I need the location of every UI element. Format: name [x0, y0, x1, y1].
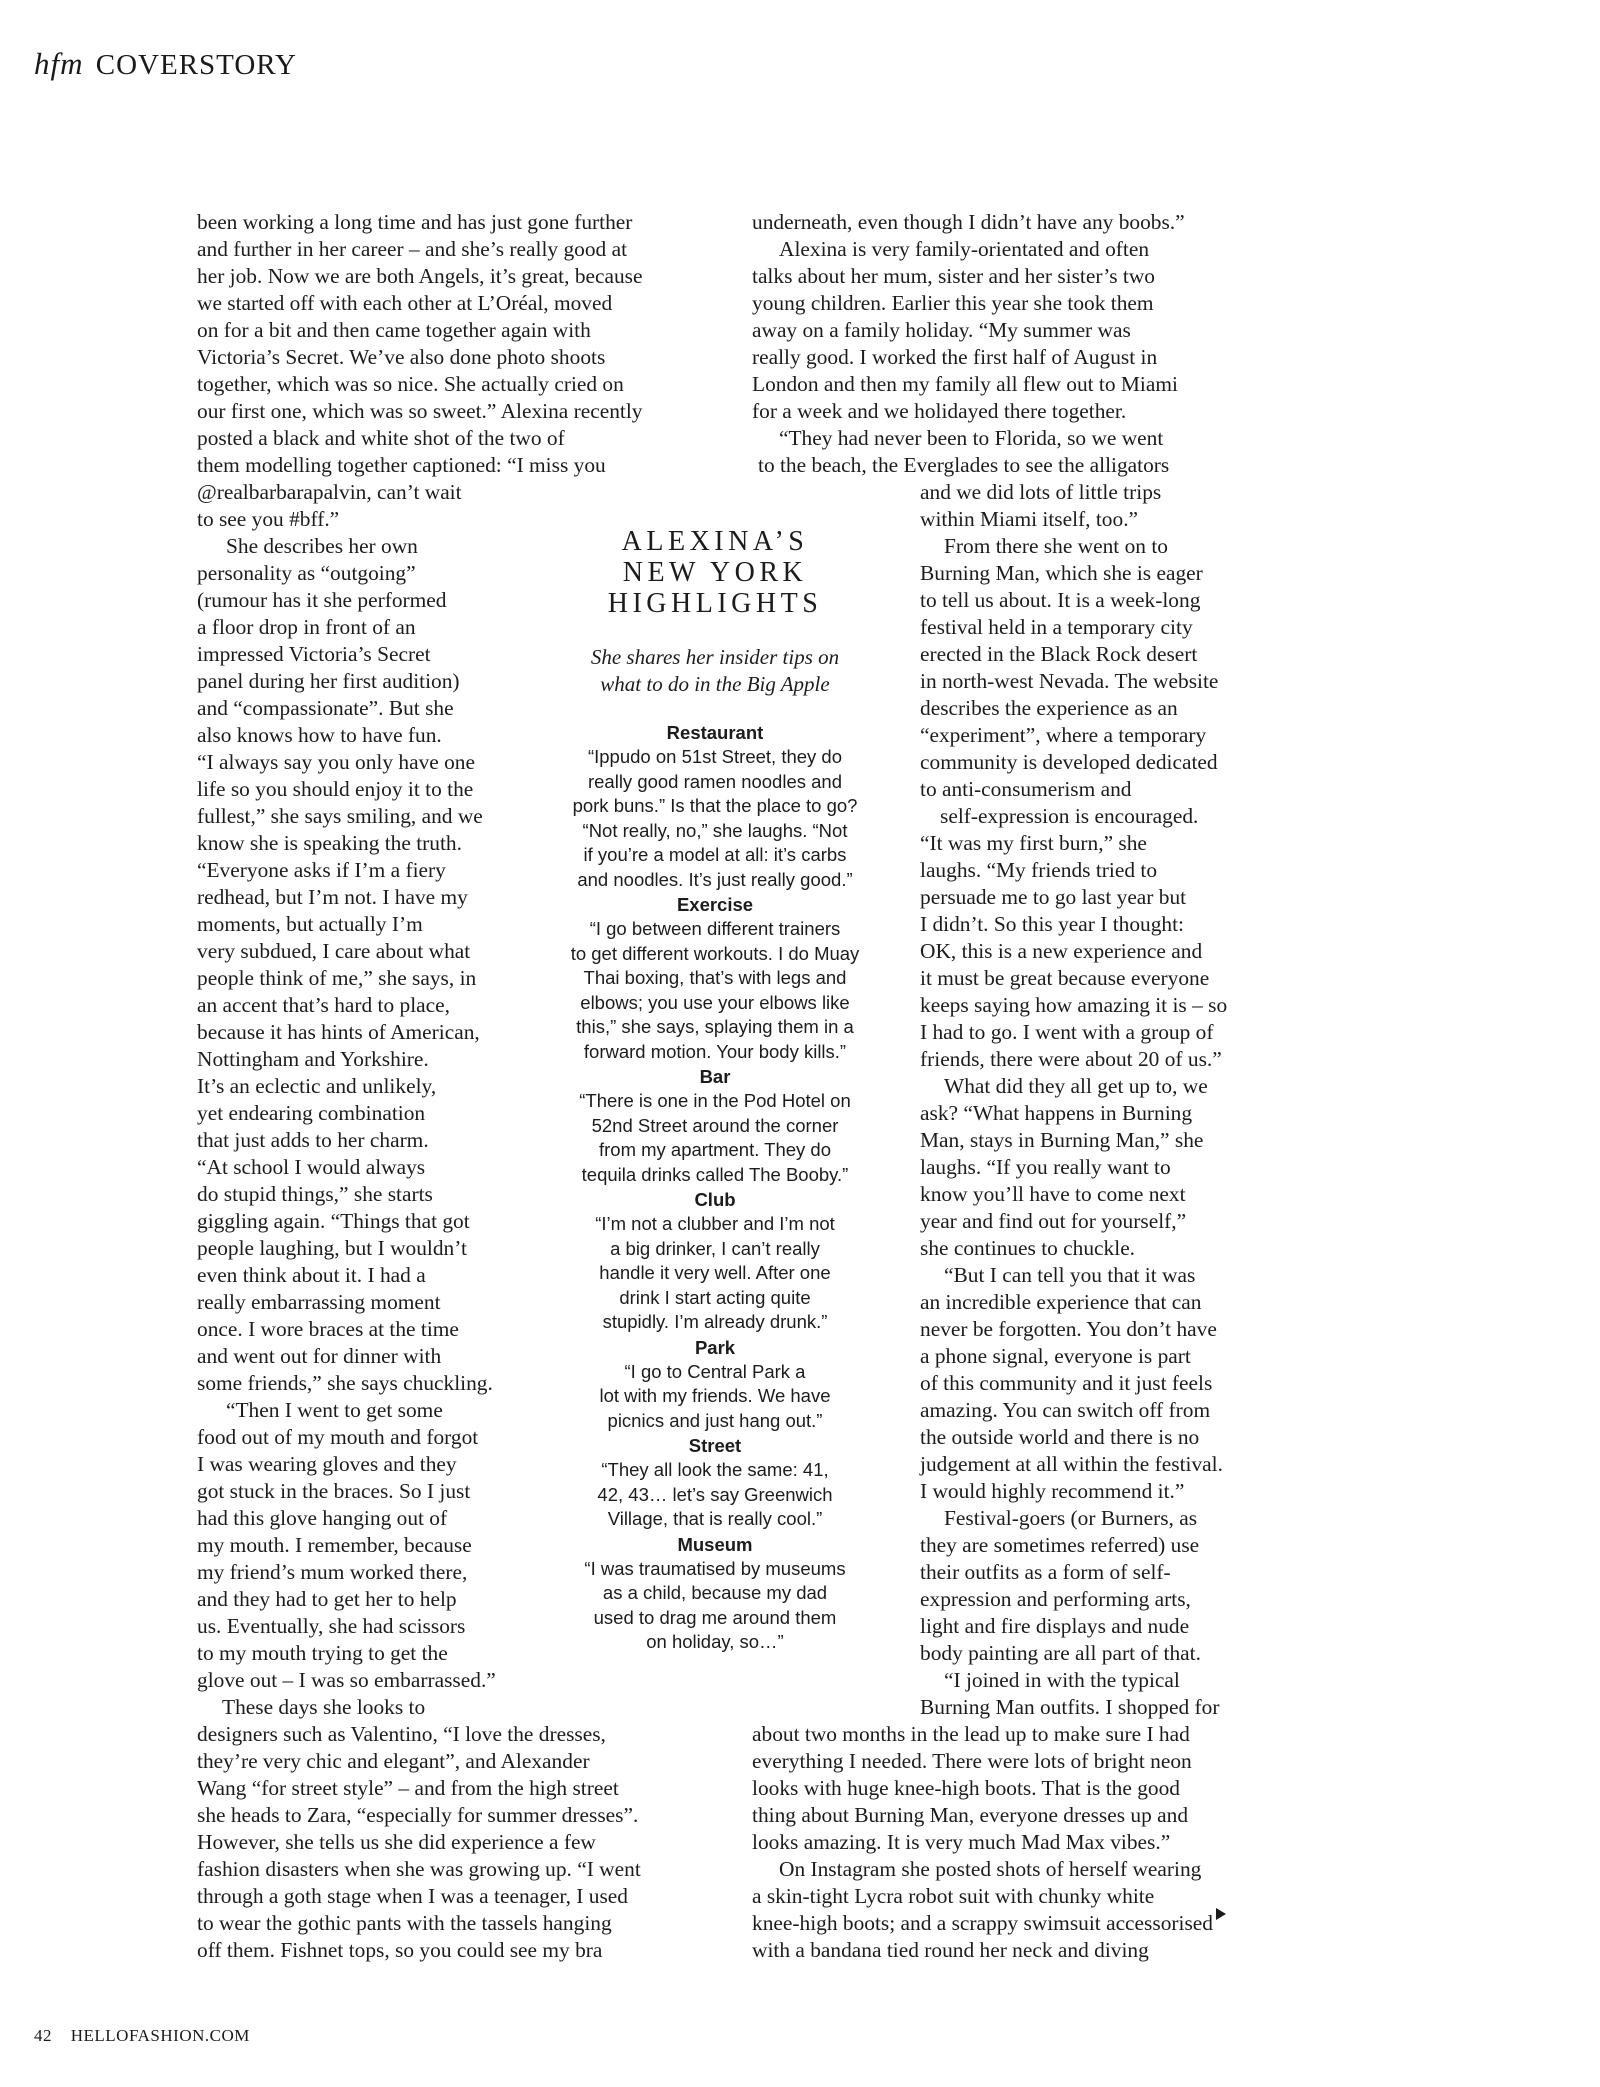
article-line: to see you #bff.”	[197, 507, 340, 531]
sidebar-subtitle	[545, 644, 885, 698]
article-line: Burning Man outfits. I shopped for	[920, 1695, 1220, 1719]
article-line: it must be great because everyone	[920, 966, 1210, 990]
article-line: through a goth stage when I was a teenager, I used	[197, 1884, 628, 1908]
article-line: Alexina is very family-orientated and often	[779, 237, 1150, 261]
article-line: to my mouth trying to get the	[197, 1641, 448, 1665]
article-line: @realbarbarapalvin, can’t wait	[197, 480, 462, 504]
sidebar-tips	[545, 720, 885, 1655]
article-line: fullest,” she says smiling, and we	[197, 804, 483, 828]
article-line: very subdued, I care about what	[197, 939, 471, 963]
article-line: about two months in the lead up to make sure I had	[752, 1722, 1190, 1746]
article-line: an accent that’s hard to place,	[197, 993, 451, 1017]
article-line: us. Eventually, she had scissors	[197, 1614, 466, 1638]
article-line: food out of my mouth and forgot	[197, 1425, 479, 1449]
article-line: moments, but actually I’m	[197, 912, 423, 936]
sidebar-title-line: HIGHLIGHTS	[607, 588, 823, 619]
article-line: yet endearing combination	[197, 1101, 426, 1125]
article-line: because it has hints of American,	[197, 1020, 480, 1044]
article-line: impressed Victoria’s Secret	[197, 642, 431, 666]
article-line: off them. Fishnet tops, so you could see my bra	[197, 1938, 603, 1962]
tip-text-line: “I go to Central Park a	[624, 1360, 806, 1382]
tip-text-line: as a child, because my dad	[602, 1582, 828, 1603]
article-line: expression and performing arts,	[920, 1587, 1191, 1611]
article-line: the outside world and there is no	[920, 1425, 1200, 1449]
article-line: From there she went on to	[944, 534, 1168, 558]
article-line: persuade me to go last year but	[920, 885, 1187, 909]
article-line: body painting are all part of that.	[920, 1641, 1201, 1665]
article-line: been working a long time and has just gone further	[197, 210, 633, 234]
article-line: together, which was so nice. She actually cried on	[197, 372, 624, 396]
article-line: “But I can tell you that it was	[944, 1263, 1196, 1287]
article-line: to anti-consumerism and	[920, 777, 1132, 801]
article-line: for a week and we holidayed there together.	[752, 399, 1127, 423]
article-line: Victoria’s Secret. We’ve also done photo shoots	[197, 345, 606, 369]
article-line: they are sometimes referred) use	[920, 1533, 1200, 1557]
tip-text-line: “Ippudo on 51st Street, they do	[587, 746, 843, 767]
article-line: knee-high boots; and a scrappy swimsuit accessorised	[752, 1911, 1213, 1935]
magazine-brand: hfm	[34, 46, 84, 81]
article-line: really good. I worked the first half of August in	[752, 345, 1158, 369]
article-line: She describes her own	[226, 534, 418, 558]
tip-text-line: stupidly. I’m already drunk.”	[602, 1311, 828, 1332]
tip-text-line: 42, 43… let’s say Greenwich	[597, 1483, 833, 1505]
article-line: thing about Burning Man, everyone dresses up and	[752, 1803, 1189, 1827]
tip-text-line: Thai boxing, that’s with legs and	[583, 967, 847, 988]
article-line: laughs. “My friends tried to	[920, 858, 1158, 882]
article-line: I had to go. I went with a group of	[920, 1020, 1214, 1044]
sidebar-title-line: ALEXINA’S	[621, 526, 809, 557]
sidebar-title	[575, 526, 855, 619]
page-number: 42	[34, 2026, 52, 2045]
article-line: an incredible experience that can	[920, 1290, 1202, 1314]
article-line: Nottingham and Yorkshire.	[197, 1047, 429, 1071]
article-line: them modelling together captioned: “I miss you	[197, 453, 606, 477]
tip-text-line: picnics and just hang out.”	[607, 1409, 823, 1431]
article-line: self-expression is encouraged.	[940, 804, 1199, 828]
article-line: I didn’t. So this year I thought:	[920, 912, 1184, 936]
tip-text-line: to get different workouts. I do Muay	[570, 942, 860, 964]
article-line: It’s an eclectic and unlikely,	[197, 1074, 437, 1098]
article-line: I would highly recommend it.”	[920, 1479, 1185, 1503]
article-line: people laughing, but I wouldn’t	[197, 1236, 467, 1260]
article-line: Festival-goers (or Burners, as	[944, 1506, 1198, 1530]
article-line: with a bandana tied round her neck and diving	[752, 1938, 1149, 1962]
article-line: and further in her career – and she’s really good at	[197, 237, 628, 261]
tip-text-line: handle it very well. After one	[599, 1262, 831, 1283]
article-line: “I always say you only have one	[197, 750, 475, 774]
tip-text-line: 52nd Street around the corner	[591, 1114, 839, 1136]
article-line: a phone signal, everyone is part	[920, 1344, 1191, 1368]
tip-category: Club	[694, 1189, 736, 1210]
article-line: and “compassionate”. But she	[197, 696, 454, 720]
article-line: On Instagram she posted shots of herself wearing	[779, 1857, 1202, 1881]
article-line: their outfits as a form of self-	[920, 1560, 1171, 1584]
tip-text-line: drink I start acting quite	[619, 1286, 811, 1308]
article-line: of this community and it just feels	[920, 1371, 1213, 1395]
article-line: people think of me,” she says, in	[197, 966, 477, 990]
article-line: in north-west Nevada. The website	[920, 669, 1219, 693]
article-line: Man, stays in Burning Man,” she	[920, 1128, 1204, 1152]
article-line: laughs. “If you really want to	[920, 1155, 1171, 1179]
continue-arrow-icon	[1216, 1908, 1226, 1920]
tip-text-line: pork buns.” Is that the place to go?	[572, 795, 858, 816]
article-line: “Everyone asks if I’m a fiery	[197, 858, 446, 882]
tip-text-line: “I was traumatised by museums	[584, 1557, 846, 1579]
article-line: she continues to chuckle.	[920, 1236, 1136, 1260]
article-line: once. I wore braces at the time	[197, 1317, 459, 1341]
tip-text-line: really good ramen noodles and	[587, 770, 843, 792]
tip-category: Restaurant	[666, 722, 764, 743]
tip-text-line: from my apartment. They do	[598, 1139, 832, 1160]
article-line: everything I needed. There were lots of bright neon	[752, 1749, 1192, 1773]
article-line: and went out for dinner with	[197, 1344, 442, 1368]
section-header	[34, 46, 297, 82]
article-line: within Miami itself, too.”	[920, 507, 1139, 531]
article-line: fashion disasters when she was growing up. “I went	[197, 1857, 641, 1881]
tip-text-line: Village, that is really cool.”	[607, 1508, 823, 1529]
sidebar-title-line: NEW YORK	[622, 557, 808, 588]
article-line: had this glove hanging out of	[197, 1506, 448, 1530]
article-line: What did they all get up to, we	[944, 1074, 1208, 1098]
article-line: designers such as Valentino, “I love the dresses,	[197, 1722, 606, 1746]
article-line: Burning Man, which she is eager	[920, 561, 1203, 585]
article-line: London and then my family all flew out to Miami	[752, 372, 1178, 396]
tip-text-line: used to drag me around them	[593, 1606, 837, 1628]
tip-text-line: and noodles. It’s just really good.”	[577, 868, 853, 890]
tip-text-line: “I’m not a clubber and I’m not	[595, 1213, 835, 1234]
tip-text-line: “They all look the same: 41,	[601, 1459, 829, 1480]
article-line: ask? “What happens in Burning	[920, 1101, 1193, 1125]
tip-category: Exercise	[676, 894, 754, 915]
section-name: COVERSTORY	[95, 49, 297, 81]
article-line: festival held in a temporary city	[920, 615, 1193, 639]
tip-category: Street	[688, 1435, 742, 1456]
article-line: my mouth. I remember, because	[197, 1533, 472, 1557]
article-line: describes the experience as an	[920, 696, 1178, 720]
article-line: looks with huge knee-high boots. That is the good	[752, 1776, 1180, 1800]
article-line: panel during her first audition)	[197, 669, 460, 693]
article-line: amazing. You can switch off from	[920, 1398, 1211, 1422]
article-line: light and fire displays and nude	[920, 1614, 1190, 1638]
article-line: These days she looks to	[222, 1695, 426, 1719]
tip-text-line: “Not really, no,” she laughs. “Not	[582, 819, 848, 841]
article-line: to the beach, the Everglades to see the alligators	[758, 453, 1170, 477]
tip-text-line: a big drinker, I can’t really	[610, 1237, 820, 1259]
article-line: redhead, but I’m not. I have my	[197, 885, 468, 909]
article-line: know you’ll have to come next	[920, 1182, 1186, 1206]
article-line: OK, this is a new experience and	[920, 939, 1203, 963]
tip-text-line: this,” she says, splaying them in a	[576, 1016, 854, 1037]
tip-category: Bar	[699, 1066, 731, 1087]
article-line: judgement at all within the festival.	[920, 1452, 1223, 1476]
tip-text-line: lot with my friends. We have	[599, 1385, 831, 1406]
article-line: never be forgotten. You don’t have	[920, 1317, 1217, 1341]
tip-text-line: tequila drinks called The Booby.”	[581, 1163, 849, 1185]
article-line: year and find out for yourself,”	[920, 1209, 1187, 1233]
sidebar-subtitle-line: She shares her insider tips on	[590, 645, 840, 669]
article-line: “It was my first burn,” she	[920, 831, 1147, 855]
article-line: Wang “for street style” – and from the high street	[197, 1776, 619, 1800]
article-line: “Then I went to get some	[226, 1398, 443, 1422]
article-line: also knows how to have fun.	[197, 723, 442, 747]
article-line: to tell us about. It is a week-long	[920, 588, 1201, 612]
article-line: glove out – I was so embarrassed.”	[197, 1668, 496, 1692]
article-line: “I joined in with the typical	[944, 1668, 1180, 1692]
article-line: personality as “outgoing”	[197, 561, 416, 585]
article-line: she heads to Zara, “especially for summer dresses”.	[197, 1803, 639, 1827]
article-line: got stuck in the braces. So I just	[197, 1479, 471, 1503]
article-line: “At school I would always	[197, 1155, 426, 1179]
article-line: life so you should enjoy it to the	[197, 777, 474, 801]
article-line: a floor drop in front of an	[197, 615, 416, 639]
article-line: keeps saying how amazing it is – so	[920, 993, 1228, 1017]
article-line: on for a bit and then came together again with	[197, 318, 591, 342]
article-line: away on a family holiday. “My summer was	[752, 318, 1131, 342]
article-line: they’re very chic and elegant”, and Alexander	[197, 1749, 590, 1773]
tip-category: Park	[694, 1336, 736, 1358]
article-line: do stupid things,” she starts	[197, 1182, 433, 1206]
article-line: “experiment”, where a temporary	[920, 723, 1207, 747]
article-line: community is developed dedicated	[920, 750, 1218, 774]
article-line: I was wearing gloves and they	[197, 1452, 457, 1476]
article-line: friends, there were about 20 of us.”	[920, 1047, 1222, 1071]
tip-text-line: if you’re a model at all: it’s carbs	[583, 844, 847, 865]
article-line: erected in the Black Rock desert	[920, 642, 1198, 666]
article-line: (rumour has it she performed	[197, 588, 447, 612]
site-name: HELLOFASHION.COM	[70, 2026, 250, 2045]
article-line: a skin-tight Lycra robot suit with chunky white	[752, 1884, 1155, 1908]
article-line: even think about it. I had a	[197, 1263, 426, 1287]
article-line: we started off with each other at L’Oréal, moved	[197, 291, 613, 315]
tip-text-line: on holiday, so…”	[646, 1631, 784, 1652]
article-line: posted a black and white shot of the two of	[197, 426, 565, 450]
article-line: some friends,” she says chuckling.	[197, 1371, 493, 1395]
article-line: know she is speaking the truth.	[197, 831, 462, 855]
article-line: her job. Now we are both Angels, it’s great, because	[197, 264, 643, 288]
article-line: and we did lots of little trips	[920, 480, 1162, 504]
tip-category: Museum	[677, 1533, 753, 1555]
article-line: looks amazing. It is very much Mad Max vibes.”	[752, 1830, 1171, 1854]
article-line: that just adds to her charm.	[197, 1128, 429, 1152]
tip-text-line: “There is one in the Pod Hotel on	[579, 1090, 851, 1111]
page-footer	[34, 2026, 250, 2046]
tip-text-line: forward motion. Your body kills.”	[583, 1040, 847, 1062]
article-line: our first one, which was so sweet.” Alexina recently	[197, 399, 643, 423]
tip-text-line: “I go between different trainers	[589, 918, 841, 939]
article-line: young children. Earlier this year she took them	[752, 291, 1154, 315]
article-line: really embarrassing moment	[197, 1290, 441, 1314]
article-line: and they had to get her to help	[197, 1587, 457, 1611]
tip-text-line: elbows; you use your elbows like	[580, 991, 850, 1013]
article-line: However, she tells us she did experience a few	[197, 1830, 596, 1854]
article-line: giggling again. “Things that got	[197, 1209, 470, 1233]
article-line: underneath, even though I didn’t have any boobs.”	[752, 210, 1185, 234]
sidebar-subtitle-line: what to do in the Big Apple	[600, 672, 830, 696]
article-line: to wear the gothic pants with the tassels hanging	[197, 1911, 612, 1935]
article-line: my friend’s mum worked there,	[197, 1560, 468, 1584]
article-line: talks about her mum, sister and her sister’s two	[752, 264, 1155, 288]
article-line: “They had never been to Florida, so we went	[779, 426, 1164, 450]
